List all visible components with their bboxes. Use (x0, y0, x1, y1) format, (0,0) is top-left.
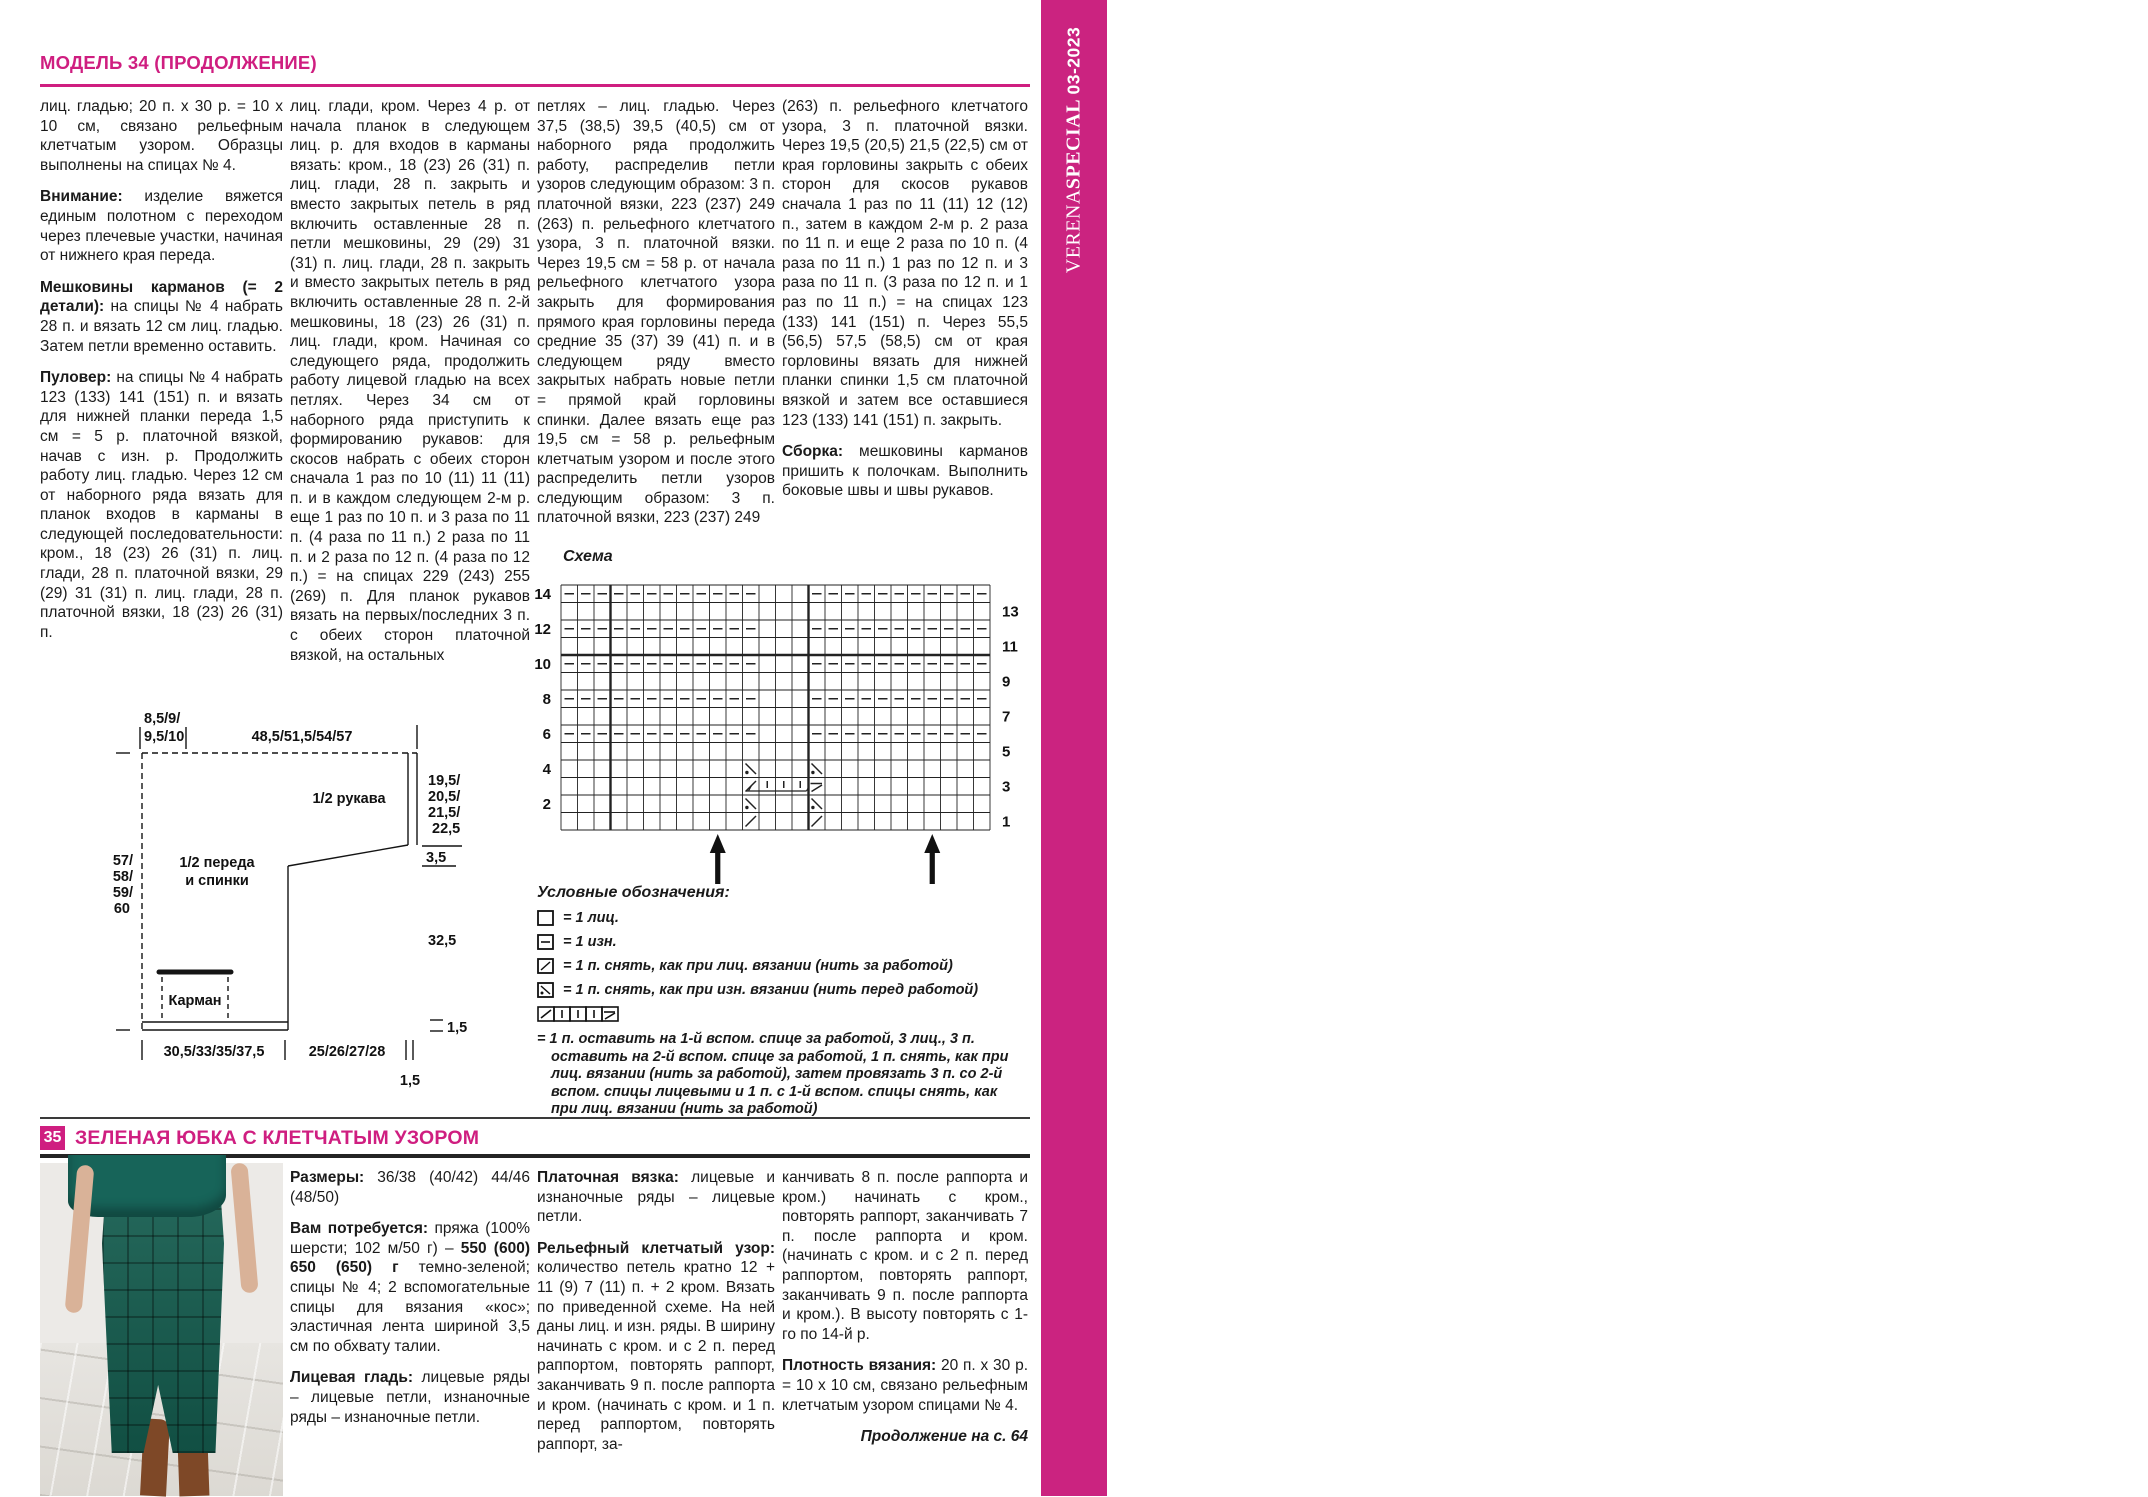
legend-text: = 1 лиц. (563, 910, 619, 926)
text-column-1 (40, 97, 283, 654)
dim-right-1: 19,5/ (428, 773, 461, 789)
model-arm-right (230, 1163, 258, 1294)
brand-suffix: SPECIAL (1062, 98, 1085, 190)
svg-text:7: 7 (1002, 708, 1011, 726)
sleeve-label: 1/2 рукава (312, 791, 386, 807)
dim-top-left-1: 8,5/9/ (144, 711, 181, 727)
paragraph: Внимание: изделие вяжется единым полотном с переходом через плечевые участки, начиная от нижнего края переда. (40, 188, 283, 265)
text-column-3 (537, 97, 775, 540)
page-title: МОДЕЛЬ 34 (ПРОДОЛЖЕНИЕ) (40, 52, 317, 73)
svg-text:14: 14 (534, 585, 551, 603)
paragraph: лиц. глади, кром. Через 4 р. от начала планок в следующем лиц. р. для входов в карманы вязать: кром., 18 (23) 26 (31) п. лиц. глади, 28 п. закрыть и вместо закрытых петель в ряд включить оставленные 28 п. петли мешковины, 29 (29) 31 (31) п. лиц. глади, 28 п. закрыть и вместо закрытых петель в ряд включить оставленные 28 п. 2-й мешковины, 18 (23) 26 (31) п. лиц. глади, кром. Начиная со следующего ряда, продолжить работу лицевой гладью на всех петлях. Через 34 см от наборного ряда приступить к формированию рукавов: для скосов набрать с обеих сторон сначала 1 раз по 10 (11) 11 (11) п. и в каждом следующем 2-м р. еще 1 раз по 10 п. и 3 раза по 11 п. (4 раза по 11 п.) 2 раза по 11 п. и 2 раза по 12 п. (4 раза по 12 п.) = на спицах 229 (243) 255 (269) п. Для планок рукавов вязать на первых/последних 3 п. с обеих сторон платочной вязкой, на остальных (290, 98, 530, 664)
svg-text:3: 3 (1002, 778, 1011, 796)
dim-left-4: 60 (113, 901, 130, 917)
model-photo (40, 1163, 283, 1496)
text-column-2 (290, 97, 530, 677)
slip-purlwise-icon (537, 982, 554, 998)
paragraph: Размеры: 36/38 (40/42) 44/46 (48/50) (290, 1169, 530, 1206)
paragraph: лиц. гладью; 20 п. х 30 р. = 10 х 10 см, связано рельефным клетчатым узором. Образцы выполнены на спицах № 4. (40, 98, 283, 174)
pocket-label: Карман (168, 993, 222, 1009)
continuation-note: Продолжение на с. 64 (860, 1428, 1028, 1446)
legend-item-cable (537, 1006, 1023, 1119)
paragraph: Вам потребуется: пряжа (100% шерсти; 102 м/50 г) – 550 (600) 650 (650) г темно-зеленой; спицы № 4; 2 вспомогательные спицы для вязания «кос»; эластичная лента шириной 3,5 см по обхвату талии. (290, 1220, 531, 1355)
dim-right-2: 20,5/ (428, 789, 461, 805)
svg-text:10: 10 (534, 655, 551, 673)
chart-title: Схема (563, 548, 613, 565)
legend-item (537, 910, 1023, 926)
brand-name: VERENA (1062, 189, 1085, 274)
paragraph: Плотность вязания: 20 п. х 30 р. = 10 х 10 см, связано рельефным клетчатым узором спицами № 4. (782, 1357, 1029, 1414)
dim-left-1: 57/ (112, 853, 133, 869)
dim-top-left-2: 9,5/10 (144, 729, 185, 745)
svg-text:9: 9 (1002, 673, 1011, 691)
dim-left-3: 59/ (112, 885, 133, 901)
page-number: 63 (2103, 1432, 2127, 1454)
legend-item (537, 982, 1023, 998)
section-divider (40, 1117, 1030, 1119)
svg-text:6: 6 (542, 725, 551, 743)
svg-text:2: 2 (542, 795, 551, 813)
body-label-1: 1/2 переда (179, 855, 255, 871)
sidebar-strip (1041, 0, 2127, 1496)
legend-text: = 1 изн. (563, 934, 617, 950)
paragraph: Мешковины карманов (= 2 детали): на спицы № 4 набрать 28 п. и вязать 12 см лиц. гладью. Затем петли временно оставить. (40, 278, 283, 355)
dim-right-3: 21,5/ (428, 805, 461, 821)
text-column-c (782, 1168, 1028, 1459)
dim-left-2: 58/ (112, 869, 133, 885)
svg-text:8: 8 (542, 690, 551, 708)
cable-symbol-icon (537, 1006, 619, 1022)
svg-text:1: 1 (1002, 813, 1011, 831)
svg-text:12: 12 (534, 620, 551, 638)
legend-item (537, 934, 1023, 950)
dim-cuff: 3,5 (426, 850, 447, 866)
purl-stitch-icon (537, 934, 554, 950)
dim-right-mid: 32,5 (428, 933, 457, 949)
legend-text: = 1 п. оставить на 1-й вспом. спице за работой, 3 лиц., 3 п. оставить на 2-й вспом. спице за работой, 1 п. снять, как при лиц. вязании (нить за работой), затем провязать 3 п. со 2-й вспом. спицы лицевыми и 1 п. с 1-й вспом. спицы снять, как при лиц. вязании (нить за работой) (537, 1031, 1009, 1117)
paragraph: Пуловер: на спицы № 4 набрать 123 (133) 141 (151) п. и вязать для нижней планки переда 1,5 см = 5 р. платочной вязкой, начав с изн. р. Продолжить работу лиц. гладью. Через 12 см от наборного ряда вязать для планок входов в карманы в следующей последовательности: кром., 18 (23) 26 (31) п. лиц. глади, 28 п. платочной вязки, 29 (29) 31 (31) п. лиц. глади, 28 п. платочной вязки, 18 (23) 26 (31) п. (40, 369, 283, 641)
paragraph: (263) п. рельефного клетчатого узора, 3 п. платочной вязки. Через 19,5 (20,5) 21,5 (22,5) см от края горловины закрыть с обеих сторон для скосов рукавов сначала 1 раз по 11 (11) 12 (12) п., затем в каждом 2-м р. 2 раза по 11 п. и еще 2 раза по 10 п. (4 раза по 11 п.) 1 раз по 12 п. и 3 раза по 11 п. (3 раза по 12 п. и 1 раз по 11 п.) = на спицах 123 (133) 141 (151) п. Через 55,5 (56,5) 57,5 (58,5) см от края горловины вязать для нижней планки спинки 1,5 см платочной вязкой и затем все оставшиеся 123 (133) 141 (151) п. закрыть. (782, 98, 1028, 429)
dim-top-width: 48,5/51,5/54/57 (251, 729, 353, 745)
slip-knitwise-icon (537, 958, 554, 974)
legend-title: Условные обозначения: (537, 884, 730, 901)
section-35-header (40, 1126, 479, 1150)
dim-bottom-left: 30,5/33/35/37,5 (163, 1044, 265, 1060)
paragraph: Лицевая гладь: лицевые ряды – лицевые петли, изнаночные ряды – изнаночные петли. (290, 1369, 530, 1426)
dim-bottom-mid: 25/26/27/28 (308, 1044, 386, 1060)
paragraph: Платочная вязка: лицевые и изнаночные ряды – лицевые петли. (537, 1169, 775, 1226)
dim-bottom-right: 1,5 (399, 1073, 421, 1089)
svg-text:11: 11 (1002, 638, 1018, 656)
model-number-badge: 35 (40, 1126, 65, 1150)
knit-stitch-icon (537, 910, 554, 926)
legend-item (537, 958, 1023, 974)
dim-right-4: 22,5 (432, 821, 461, 837)
svg-text:13: 13 (1002, 603, 1019, 621)
svg-text:4: 4 (542, 760, 551, 778)
chart-legend (537, 884, 1023, 1119)
paragraph: Рельефный клетчатый узор: количество петель кратно 12 + 11 (9) 7 (11) п. + 2 кром. Вязать по приведенной схеме. На ней даны лиц. и изн. ряды. В ширину начинать с кром. и с 2 п. перед раппортом, повторять раппорт, заканчивать 9 п. после раппорта и кром. (начинать с кром. и 1 п. перед раппортом, повторять раппорт, за- (537, 1239, 775, 1453)
knitting-chart (528, 582, 1036, 891)
text-column-4 (782, 97, 1028, 513)
paragraph: Сборка: мешковины карманов пришить к полочкам. Выполнить боковые швы и швы рукавов. (782, 443, 1028, 500)
garment-schematic (60, 695, 530, 1107)
text-column-a (290, 1168, 530, 1439)
header-rule (40, 84, 1030, 87)
dim-hem: 1,5 (447, 1020, 468, 1036)
svg-text:5: 5 (1002, 743, 1011, 761)
paragraph: канчивать 8 п. после раппорта и кром.) начинать с кром., повторять раппорт, заканчивать 7 п. после раппорта и кром. (начинать с кром. и с 2 п. перед раппортом, повторять раппорт, заканчивать 9 п. после раппорта и кром.). В высоту повторять с 1-го по 14-й р. (782, 1169, 1028, 1343)
legend-text: = 1 п. снять, как при изн. вязании (нить перед работой) (563, 982, 979, 998)
legend-text: = 1 п. снять, как при лиц. вязании (нить за работой) (563, 958, 953, 974)
magazine-brand (1063, 27, 1086, 274)
body-label-2: и спинки (185, 873, 249, 889)
section-title: ЗЕЛЕНАЯ ЮБКА С КЛЕТЧАТЫМ УЗОРОМ (75, 1126, 480, 1149)
issue-number: 03-2023 (1063, 26, 1084, 95)
paragraph: петлях – лиц. гладью. Через 37,5 (38,5) 39,5 (40,5) см от наборного ряда продолжить работу, распределив петли узоров следующим образом: 3 п. платочной вязки, 223 (237) 249 (263) п. рельефного клетчатого узора, 3 п. платочной вязки. Через 19,5 см = 58 р. от начала рельефного клетчатого узора закрыть для формирования прямого края горловины переда средние 35 (37) 39 (41) п. и в следующем ряду вместо закрытых набрать новые петли = прямой край горловины спинки. Далее вязать еще раз 19,5 см = 58 р. рельефным клетчатым узором и после этого распределить петли узоров следующим образом: 3 п. платочной вязки, 223 (237) 249 (537, 98, 775, 527)
text-column-b (537, 1168, 775, 1466)
